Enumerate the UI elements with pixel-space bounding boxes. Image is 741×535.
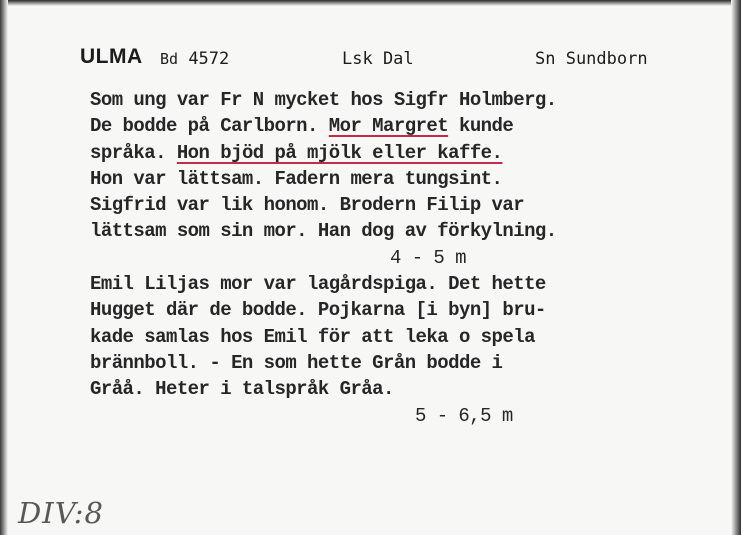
text-line-10: brännboll. - En som hette Grån bodde i — [90, 351, 503, 374]
catalog-mark: DIV:8 — [18, 496, 104, 530]
underlined-phrase-hon-bjod: Hon bjöd på mjölk eller kaffe. — [176, 141, 503, 164]
text-line-4: Hon var lättsam. Fadern mera tungsint. — [90, 167, 503, 190]
text-line-2-part: De bodde på Carlborn. — [90, 115, 329, 138]
text-line-9: kade samlas hos Emil för att leka o spela — [90, 325, 535, 348]
archive-name: ULMA — [80, 45, 143, 68]
text-line-6: lättsam som sin mor. Han dog av förkylning. — [90, 220, 557, 243]
parish: Sn Sundborn — [535, 49, 648, 69]
text-line-2 — [90, 113, 710, 139]
volume-number: 4572 — [188, 49, 230, 69]
underlined-phrase-mor-margret: Mor Margret — [328, 115, 449, 138]
card-body — [90, 87, 710, 429]
card-edge-right — [731, 0, 741, 535]
text-line-7: Emil Liljas mor var lagårdspiga. Det hette — [90, 273, 546, 296]
card-edge-top — [0, 0, 741, 6]
text-line-11: Gråå. Heter i talspråk Gråa. — [90, 378, 394, 401]
card-edge-left — [0, 0, 8, 535]
volume-label: Bd — [160, 50, 179, 68]
measurement-2: 5 - 6,5 m — [415, 404, 513, 427]
text-line-2-part: kunde — [448, 115, 514, 138]
card-header — [80, 45, 700, 75]
landscape: Lsk Dal — [342, 49, 414, 69]
text-line-3 — [90, 140, 710, 166]
text-line-1: Som ung var Fr N mycket hos Sigfr Holmberg. — [90, 89, 557, 111]
text-line-5: Sigfrid var lik honom. Brodern Filip var — [90, 194, 525, 217]
text-line-8: Hugget där de bodde. Pojkarna [i byn] bru- — [90, 299, 546, 322]
volume — [160, 49, 229, 69]
text-line-3-part: språka. — [90, 141, 177, 164]
measurement-1: 4 - 5 m — [390, 246, 466, 269]
